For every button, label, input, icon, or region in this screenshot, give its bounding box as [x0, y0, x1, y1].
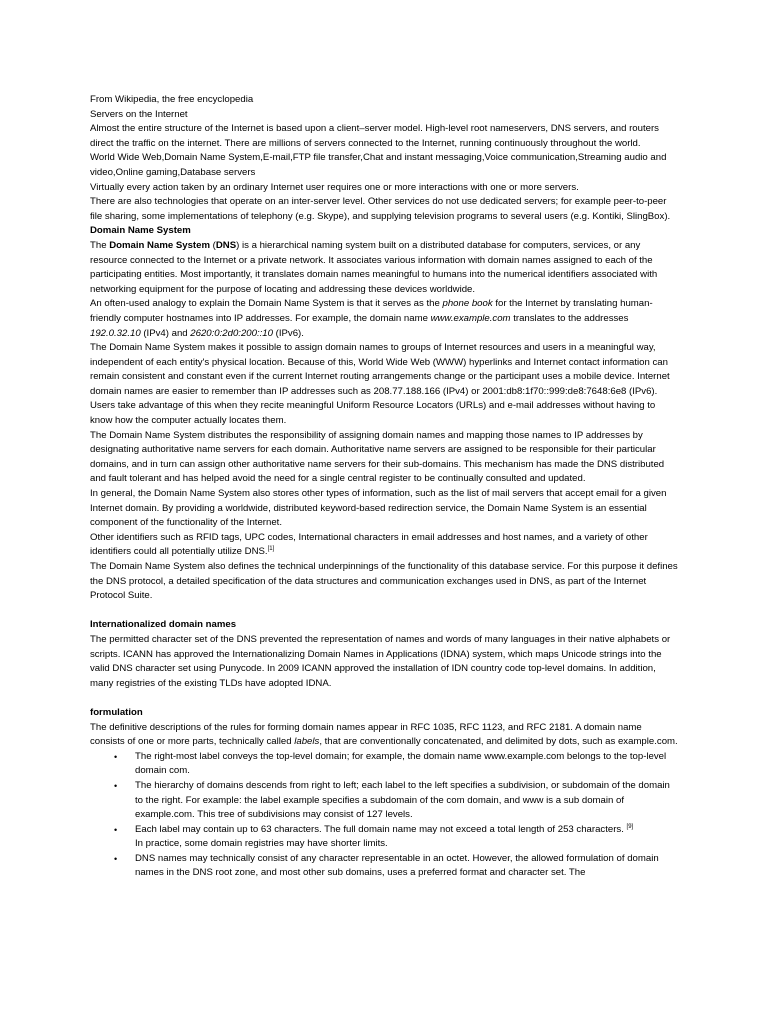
list-item: • DNS names may technically consist of any character representable in an octet. However, the allowed formulation of domain names in the DNS root zone, and most other sub domains, uses a preferred format and character set. The: [114, 852, 659, 879]
dns-abbr: DNS: [215, 239, 237, 251]
document-page: [90, 93, 678, 881]
bullet-icon: •: [114, 824, 118, 835]
dns-protocol-paragraph: The Domain Name System also defines the technical underpinnings of the functionality of this database service. For this purpose it defines the DNS protocol, a detailed specification of the data structures and communication exchanges used in DNS, as part of the Internet Protocol Suite.: [90, 561, 678, 602]
list-item: • The hierarchy of domains descends from right to left; each label to the left specifies a subdivision, or subdomain of the domain to the right. For example: the label example specifies a subdomain of the com domain, and www is a sub domain of example.com. This tree of subdivisions may consist of 127 levels.: [114, 779, 670, 821]
dns-assign-paragraph: The Domain Name System makes it possible to assign domain names to groups of Internet resources and users in a meaningful way, independent of each entity's physical location. Because of this, World Wide Web (WWW) hyperlinks and Internet contact information can remain consistent and constant even if the current Internet routing arrangements change or the participant uses a mobile device. Internet domain names are easier to remember than IP addresses such as 208.77.188.166 (IPv4) or 2001:db8:1f70::999:de8:7648:6e8 (IPv6). Users take advantage of this when they recite meaningful Uniform Resource Locators (URLs) and e-mail addresses without having to know how the computer actually locates them.: [90, 342, 670, 427]
bullet-icon: •: [114, 780, 118, 791]
dns-definition-paragraph: The Domain Name System (DNS) is a hierarchical naming system built on a distributed database for computers, services, or any resource connected to the Internet or a private network. It associates various information with domain names assigned to each of the participating entities. Most importantly, it translates domain names meaningful to humans into the numerical identifiers associated with networking equipment for the purpose of locating and addressing these devices worldwide.: [90, 239, 658, 295]
formulation-heading: formulation: [90, 706, 143, 718]
idn-paragraph: The permitted character set of the DNS prevented the representation of names and words of many languages in their native alphabets or scripts. ICANN has approved the Internationalizing Domain Names in Applications (IDNA) system, which maps Unicode strings into the valid DNS character set using Punycode. In 2009 ICANN approved the installation of IDN country code top-level domains. In addition, many registries of the existing TLDs have adopted IDNA.: [90, 633, 671, 689]
intro-paragraph: Almost the entire structure of the Internet is based upon a client–server model. High-level root nameservers, DNS servers, and routers direct the traffic on the internet. There are millions of servers connected to the Internet, running continuously throughout the world.: [90, 123, 659, 149]
list-item: • Each label may contain up to 63 characters. The full domain name may not exceed a total length of 253 characters. [9] In practice, some domain registries may have shorter limits.: [114, 823, 634, 850]
dns-heading: Domain Name System: [90, 225, 191, 237]
reference-1[interactable]: [1]: [267, 546, 275, 553]
dns-term: Domain Name System: [109, 239, 210, 251]
dns-distribution-paragraph: The Domain Name System distributes the responsibility of assigning domain names and mapping those names to IP addresses by designating authoritative name servers for each domain. Authoritative name servers are assigned to be responsible for their particular domains, and in turn can assign other authoritative name servers for their sub-domains. This mechanism has made the DNS distributed and fault tolerant and has helped avoid the need for a single central register to be continually consulted and updated.: [90, 429, 665, 485]
services-list-line: World Wide Web,Domain Name System,E-mail,FTP file transfer,Chat and instant messaging,Voice communication,Streaming audio and video,Online gaming,Database servers: [90, 152, 667, 178]
bullet-icon: •: [114, 751, 118, 762]
bullet-icon: •: [114, 853, 118, 864]
idn-heading: Internationalized domain names: [90, 619, 237, 631]
list-item: • The right-most label conveys the top-level domain; for example, the domain name www.example.com belongs to the top-level domain com.: [114, 750, 667, 777]
dns-identifiers-paragraph: Other identifiers such as RFID tags, UPC codes, International characters in email addresses and host names, and a variety of other identifiers could all potentially utilize DNS.[1]: [90, 531, 648, 558]
dns-mail-paragraph: In general, the Domain Name System also stores other types of information, such as the list of mail servers that accept email for a given Internet domain. By providing a worldwide, distributed keyword-based redirection service, the Domain Name System is an essential component of the functionality of the Internet.: [90, 488, 667, 529]
formulation-bullet-list: [90, 750, 678, 881]
dns-analogy-paragraph: An often-used analogy to explain the Domain Name System is that it serves as the phone book for the Internet by translating human-friendly computer hostnames into IP addresses. For example, the domain name www.example.com translates to the addresses 192.0.32.10 (IPv4) and 2620:0:2d0:200::10 (IPv6).: [90, 298, 653, 339]
subtitle-line: Servers on the Internet: [90, 108, 188, 120]
inter-server-paragraph: There are also technologies that operate on an inter-server level. Other services do not use dedicated servers; for example peer-to-peer file sharing, some implementations of telephony (e.g. Skype), and supplying television programs to several users (e.g. Kontiki, SlingBox).: [90, 196, 671, 222]
interactions-paragraph: Virtually every action taken by an ordinary Internet user requires one or more interactions with one or more servers.: [90, 181, 579, 193]
source-line: From Wikipedia, the free encyclopedia: [90, 94, 254, 105]
reference-9[interactable]: [9]: [626, 823, 634, 830]
formulation-paragraph: The definitive descriptions of the rules for forming domain names appear in RFC 1035, RFC 1123, and RFC 2181. A domain name consists of one or more parts, technically called labels, that are conventionally concatenated, and delimited by dots, such as example.com.: [90, 721, 678, 748]
